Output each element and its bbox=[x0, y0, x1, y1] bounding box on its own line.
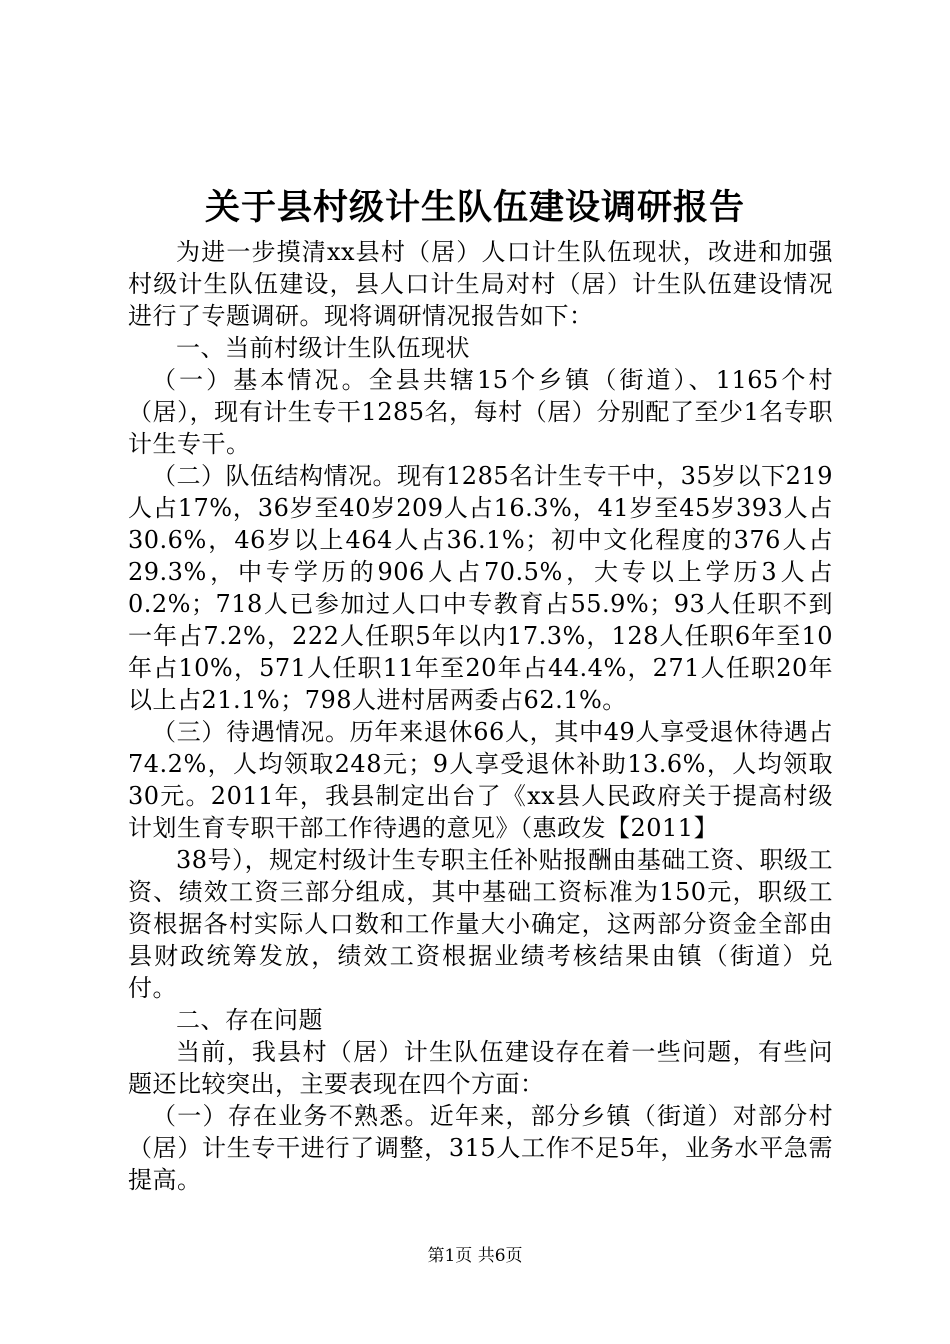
paragraph-intro: 为进一步摸清xx县村（居）人口计生队伍现状，改进和加强村级计生队伍建设，县人口计生局对村（居）计生队伍建设情况进行了专题调研。现将调研情况报告如下： bbox=[128, 238, 833, 330]
paragraph-benefits-continued: 38号），规定村级计生专职主任补贴报酬由基础工资、职级工资、绩效工资三部分组成，其中基础工资标准为150元，职级工资根据各村实际人口数和工作量大小确定，这两部分资金全部由县财政统筹发放，绩效工资根据业绩考核结果由镇（街道）兑付。 bbox=[128, 846, 833, 1002]
document-body bbox=[128, 236, 833, 1196]
document-title: 关于县村级计生队伍建设调研报告 bbox=[204, 187, 745, 228]
page-number: 第1页 共6页 bbox=[427, 1246, 523, 1266]
heading-section-2: 二、存在问题 bbox=[176, 1006, 323, 1034]
paragraph-problem-1: （一）存在业务不熟悉。近年来，部分乡镇（街道）对部分村（居）计生专干进行了调整，315人工作不足5年，业务水平急需提高。 bbox=[128, 1102, 833, 1194]
heading-section-1: 一、当前村级计生队伍现状 bbox=[176, 334, 470, 362]
paragraph-benefits: （三）待遇情况。历年来退休66人，其中49人享受退休待遇占74.2%，人均领取248元；9人享受退休补助13.6%，人均领取30元。2011年，我县制定出台了《xx县人民政府关于提高村级计划生育专职干部工作待遇的意见》（惠政发【2011】 bbox=[128, 718, 833, 842]
paragraph-problems-intro: 当前，我县村（居）计生队伍建设存在着一些问题，有些问题还比较突出，主要表现在四个方面： bbox=[128, 1038, 833, 1098]
paragraph-basic-situation: （一）基本情况。全县共辖15个乡镇（街道）、1165个村（居），现有计生专干1285名，每村（居）分别配了至少1名专职计生专干。 bbox=[128, 366, 833, 458]
paragraph-team-structure: （二）队伍结构情况。现有1285名计生专干中，35岁以下219人占17%，36岁至40岁209人占16.3%，41岁至45岁393人占30.6%，46岁以上464人占36.1%；初中文化程度的376人占29.3%，中专学历的906人占70.5%，大专以上学历3人占0.2%；718人已参加过人口中专教育占55.9%；93人任职不到一年占7.2%，222人任职5年以内17.3%，128人任职6年至10年占10%，571人任职11年至20年占44.4%，271人任职20年以上占21.1%；798人进村居两委占62.1%。 bbox=[128, 462, 833, 714]
